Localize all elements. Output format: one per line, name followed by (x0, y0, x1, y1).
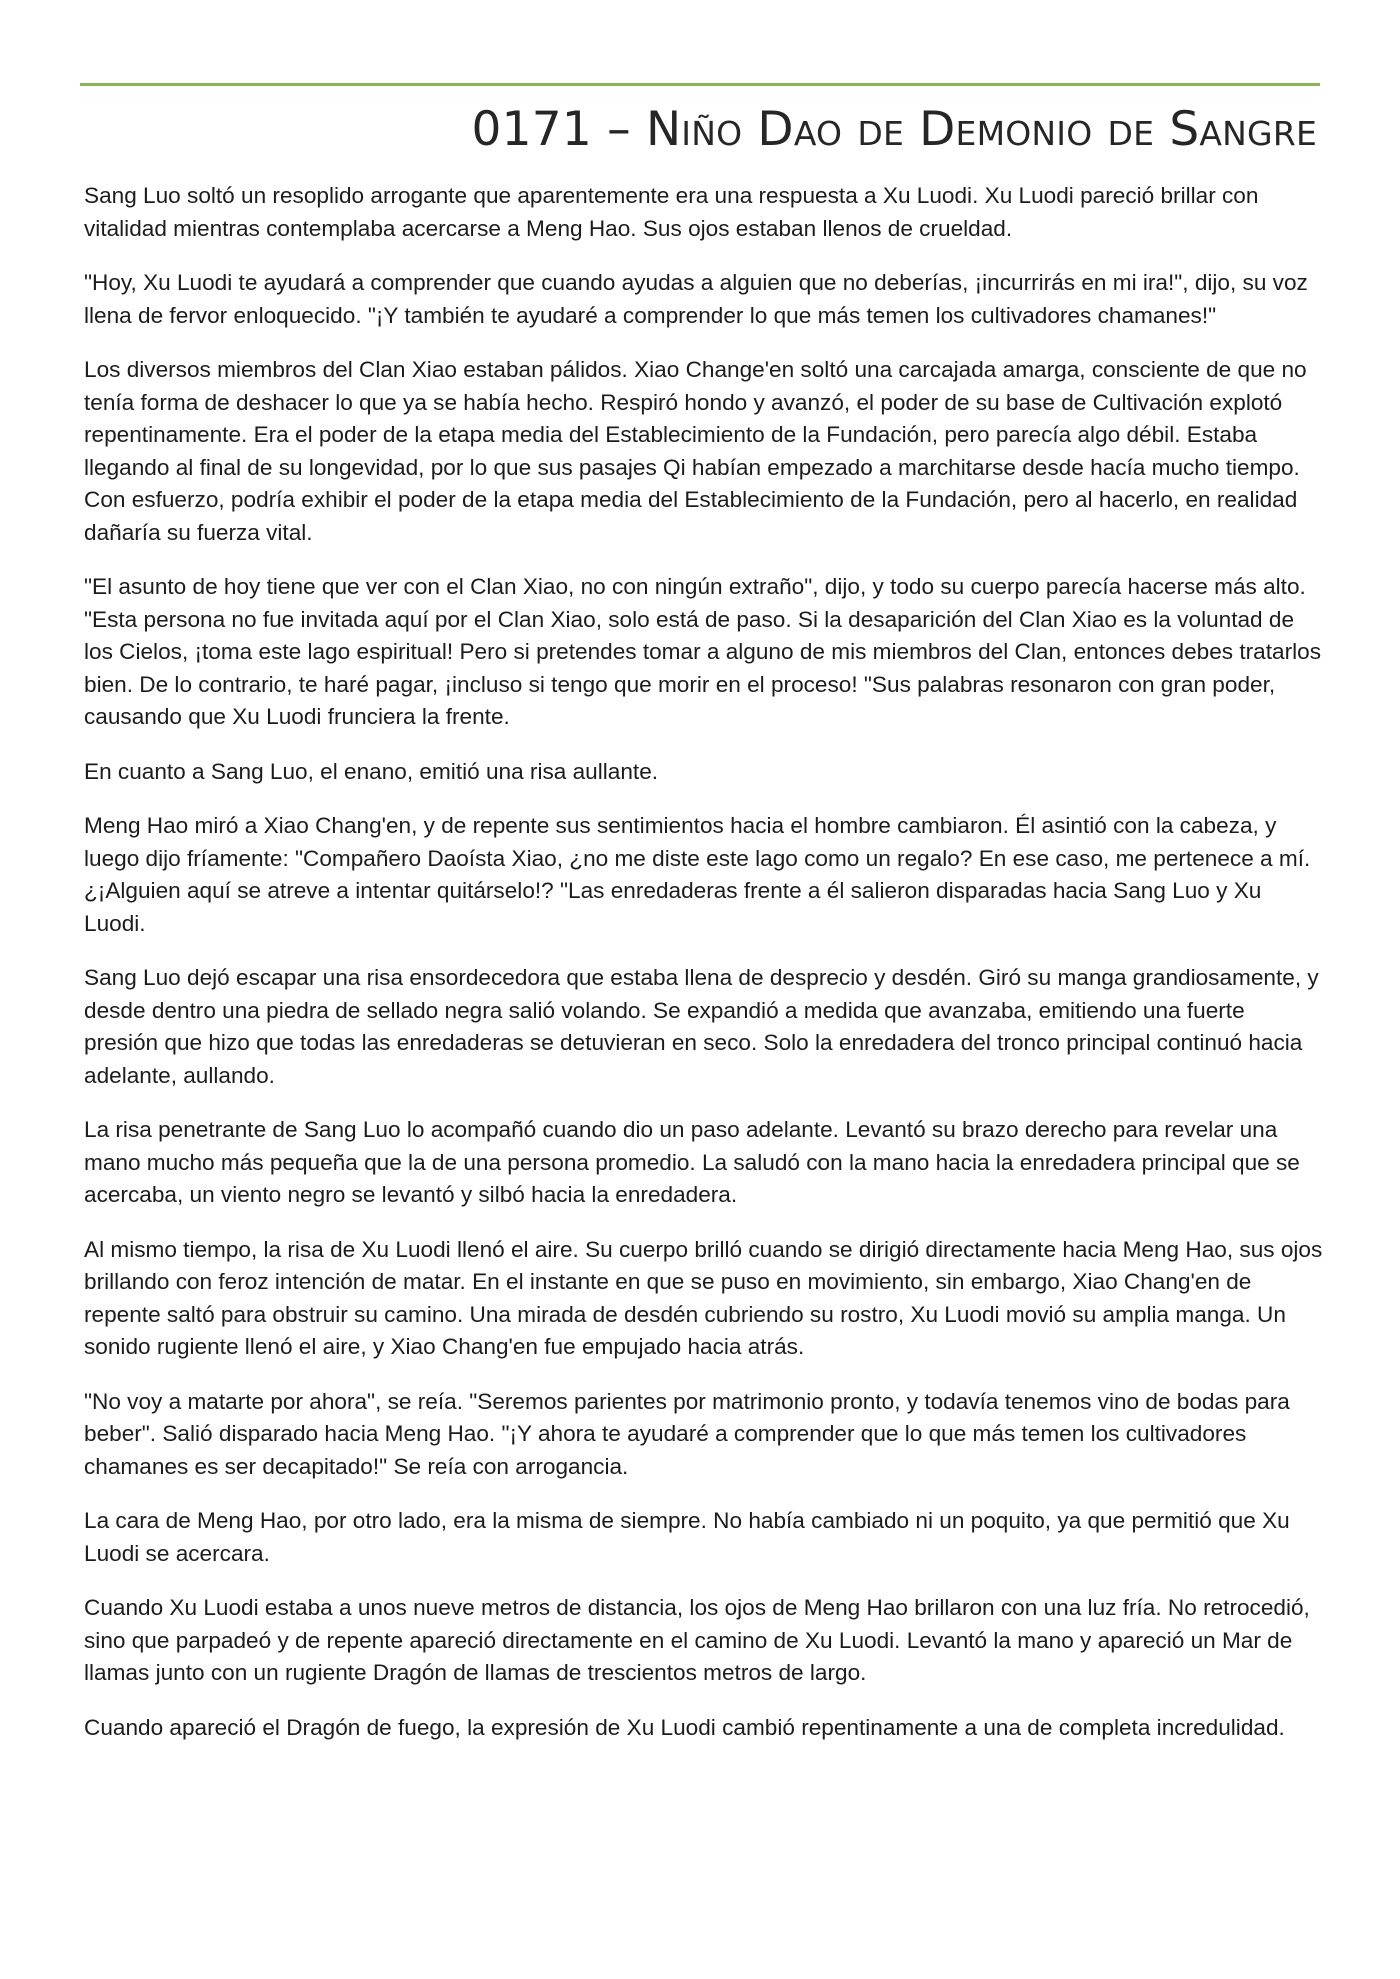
paragraph: Sang Luo soltó un resoplido arrogante que aparentemente era una respuesta a Xu Luodi. Xu Luodi pareció brillar con vitalidad mientras contemplaba acercarse a Meng Hao. Sus ojos estaban llenos de crueldad. (84, 183, 1259, 241)
paragraph: Meng Hao miró a Xiao Chang'en, y de repente sus sentimientos hacia el hombre cambiaron. Él asintió con la cabeza, y luego dijo fríamente: "Compañero Daoísta Xiao, ¿no me diste este lago como un regalo? En ese caso, me pertenece a mí. ¿¡Alguien aquí se atreve a intentar quitárselo!? "Las enredaderas frente a él salieron disparadas hacia Sang Luo y Xu Luodi. (84, 813, 1311, 936)
paragraph: "No voy a matarte por ahora", se reía. "Seremos parientes por matrimonio pronto, y todavía tenemos vino de bodas para beber". Salió disparado hacia Meng Hao. "¡Y ahora te ayudaré a comprender que lo que más temen los cultivadores chamanes es ser decapitado!" Se reía con arrogancia. (84, 1388, 1290, 1479)
paragraph: "El asunto de hoy tiene que ver con el Clan Xiao, no con ningún extraño", dijo, y todo su cuerpo parecía hacerse más alto. "Esta persona no fue invitada aquí por el Clan Xiao, solo está de paso. Si la desaparición del Clan Xiao es la voluntad de los Cielos, ¡toma este lago espiritual! Pero si pretendes tomar a alguno de mis miembros del Clan, entonces debes tratarlos bien. De lo contrario, te haré pagar, ¡incluso si tengo que morir en el proceso! "Sus palabras resonaron con gran poder, causando que Xu Luodi frunciera la frente. (84, 574, 1321, 729)
header-rule (80, 83, 1320, 86)
paragraph: "Hoy, Xu Luodi te ayudará a comprender que cuando ayudas a alguien que no deberías, ¡incurrirás en mi ira!", dijo, su voz llena de fervor enloquecido. "¡Y también te ayudaré a comprender lo que más temen los cultivadores chamanes!" (84, 270, 1308, 328)
paragraph: Cuando Xu Luodi estaba a unos nueve metros de distancia, los ojos de Meng Hao brillaron con una luz fría. No retrocedió, sino que parpadeó y de repente apareció directamente en el camino de Xu Luodi. Levantó la mano y apareció un Mar de llamas junto con un rugiente Dragón de llamas de trescientos metros de largo. (84, 1595, 1310, 1685)
paragraph: La cara de Meng Hao, por otro lado, era la misma de siempre. No había cambiado ni un poquito, ya que permitió que Xu Luodi se acercara. (84, 1508, 1290, 1566)
paragraph: Al mismo tiempo, la risa de Xu Luodi llenó el aire. Su cuerpo brilló cuando se dirigió directamente hacia Meng Hao, sus ojos brillando con feroz intención de matar. En el instante en que se puso en movimiento, sin embargo, Xiao Chang'en de repente saltó para obstruir su camino. Una mirada de desdén cubriendo su rostro, Xu Luodi movió su amplia manga. Un sonido rugiente llenó el aire, y Xiao Chang'en fue empujado hacia atrás. (84, 1236, 1323, 1359)
paragraph: Los diversos miembros del Clan Xiao estaban pálidos. Xiao Change'en soltó una carcajada amarga, consciente de que no tenía forma de deshacer lo que ya se había hecho. Respiró hondo y avanzó, el poder de su base de Cultivación explotó repentinamente. Era el poder de la etapa media del Establecimiento de la Fundación, pero parecía algo débil. Estaba llegando al final de su longevidad, por lo que sus pasajes Qi habían empezado a marchitarse desde hacía mucho tiempo. Con esfuerzo, podría exhibir el poder de la etapa media del Establecimiento de la Fundación, pero al hacerlo, en realidad dañaría su fuerza vital. (84, 357, 1307, 545)
chapter-body (84, 180, 1324, 1766)
paragraph: Sang Luo dejó escapar una risa ensordecedora que estaba llena de desprecio y desdén. Giró su manga grandiosamente, y desde dentro una piedra de sellado negra salió volando. Se expandió a medida que avanzaba, emitiendo una fuerte presión que hizo que todas las enredaderas se detuvieran en seco. Solo la enredadera del tronco principal continuó hacia adelante, aullando. (84, 965, 1319, 1088)
chapter-title: 0171 – Niño Dao de Demonio de Sangre (471, 102, 1317, 157)
paragraph: Cuando apareció el Dragón de fuego, la expresión de Xu Luodi cambió repentinamente a una de completa incredulidad. (84, 1714, 1285, 1740)
paragraph: En cuanto a Sang Luo, el enano, emitió una risa aullante. (84, 758, 659, 784)
paragraph: La risa penetrante de Sang Luo lo acompañó cuando dio un paso adelante. Levantó su brazo derecho para revelar una mano mucho más pequeña que la de una persona promedio. La saludó con la mano hacia la enredadera principal que se acercaba, un viento negro se levantó y silbó hacia la enredadera. (84, 1117, 1300, 1207)
